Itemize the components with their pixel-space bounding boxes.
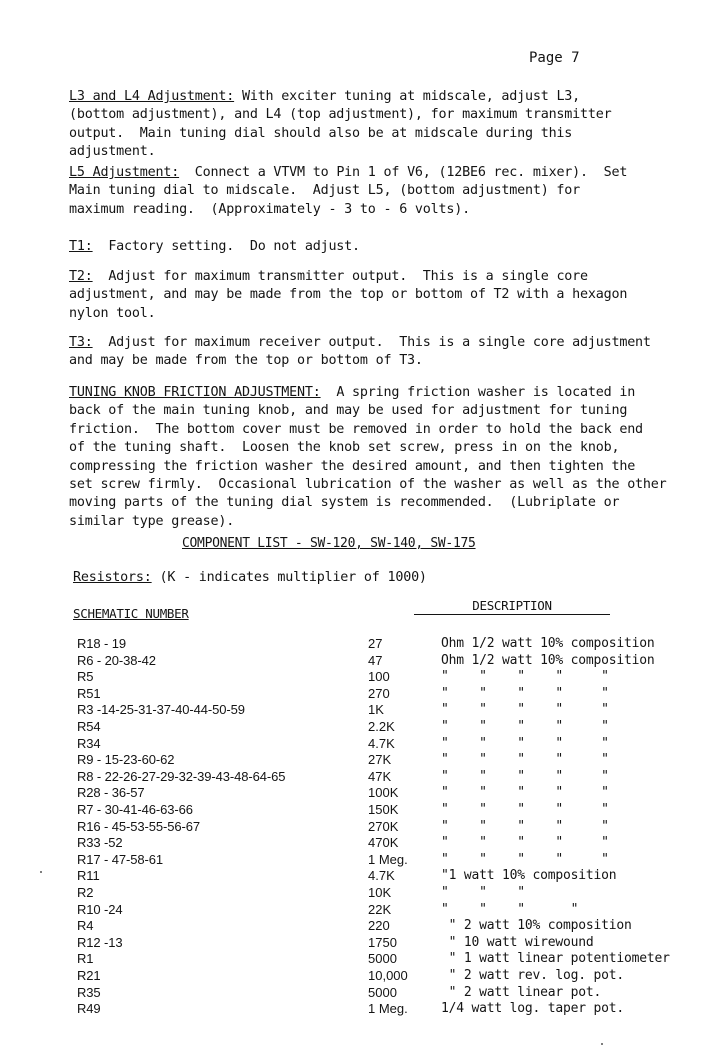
resistor-description: "1 watt 10% composition	[441, 868, 617, 884]
resistance-value: 100K	[368, 785, 399, 801]
resistor-description: " " " " "	[441, 669, 609, 685]
paragraph-line	[69, 402, 669, 420]
resistance-value: 47	[368, 652, 383, 668]
paragraph	[69, 88, 669, 162]
resistance-value: 100	[368, 669, 390, 685]
resistor-description: " " " " "	[441, 768, 609, 784]
schematic-number: R6 - 20-38-42	[77, 652, 156, 668]
table-row	[0, 636, 723, 653]
resistance-value: 470K	[368, 835, 399, 851]
table-row	[0, 769, 723, 786]
resistor-description: " " " " "	[441, 835, 609, 851]
paragraph-text: and may be made from the top or bottom of T3.	[69, 353, 423, 369]
paragraph	[69, 268, 669, 323]
description-header-rule	[414, 614, 610, 615]
paragraph-line	[69, 476, 669, 494]
paragraph-heading: T2:	[69, 269, 93, 284]
paragraph-text: back of the main tuning knob, and may be used for adjustment for tuning	[69, 403, 628, 419]
paragraph-line	[69, 513, 669, 531]
paragraph-text: similar type grease).	[69, 513, 235, 529]
resistors-heading	[73, 570, 427, 585]
description-header: DESCRIPTION	[472, 598, 552, 613]
resistor-description: " " " "	[441, 901, 579, 917]
schematic-number: R5	[77, 669, 94, 685]
paragraph-heading: L5 Adjustment:	[69, 165, 180, 180]
table-row	[0, 902, 723, 919]
table-row	[0, 951, 723, 968]
table-row	[0, 835, 723, 852]
table-row	[0, 702, 723, 719]
paragraph-line	[69, 458, 669, 476]
paragraph-text: With exciter tuning at midscale, adjust L3,	[234, 89, 581, 104]
schematic-number: R28 - 36-57	[77, 785, 145, 801]
schematic-number: R51	[77, 685, 101, 701]
resistance-value: 1K	[368, 702, 384, 718]
table-row	[0, 719, 723, 736]
schematic-number: R49	[77, 1001, 101, 1017]
table-row	[0, 686, 723, 703]
table-row	[0, 1001, 723, 1018]
paragraph-text: moving parts of the tuning dial system is recommended. (Lubriplate or	[69, 495, 620, 511]
paragraph-line	[69, 352, 669, 370]
table-row	[0, 935, 723, 952]
paragraph	[69, 384, 669, 531]
component-list-title: COMPONENT LIST - SW-120, SW-140, SW-175	[182, 536, 476, 551]
schematic-number: R9 - 15-23-60-62	[77, 752, 175, 768]
table-row	[0, 669, 723, 686]
schematic-number: R12 -13	[77, 934, 123, 950]
resistor-description: " " " " "	[441, 719, 609, 734]
resistor-description: " " " " "	[441, 785, 609, 801]
resistor-description: " " " " "	[441, 735, 609, 751]
paragraph-line	[69, 421, 669, 439]
table-row	[0, 918, 723, 935]
paragraph-line	[69, 88, 669, 106]
resistance-value: 1750	[368, 934, 397, 950]
table-row	[0, 802, 723, 819]
schematic-number: R34	[77, 735, 101, 751]
schematic-number: R18 - 19	[77, 636, 127, 651]
page-number: Page 7	[529, 50, 580, 66]
schematic-number: R17 - 47-58-61	[77, 851, 164, 867]
resistor-description: " 2 watt linear pot.	[441, 984, 602, 1000]
schematic-number: R33 -52	[77, 835, 123, 851]
paragraph-text: of the tuning shaft. Loosen the knob set screw, press in on the knob,	[69, 440, 620, 456]
paragraph-line	[69, 125, 669, 143]
resistance-value: 1 Meg.	[368, 851, 408, 867]
resistor-description: " 2 watt rev. log. pot.	[441, 968, 625, 983]
schematic-number: R21	[77, 968, 101, 983]
schematic-number: R1	[77, 951, 94, 967]
resistance-value: 5000	[368, 984, 397, 1000]
paragraph-text: Main tuning dial to midscale. Adjust L5, (bottom adjustment) for	[69, 183, 581, 199]
resistor-description: Ohm 1/2 watt 10% composition	[441, 652, 655, 668]
paragraph-text: friction. The bottom cover must be removed in order to hold the back end	[69, 421, 643, 437]
resistor-description: " 2 watt 10% composition	[441, 918, 632, 934]
table-row	[0, 885, 723, 902]
schematic-number: R8 - 22-26-27-29-32-39-43-48-64-65	[77, 768, 286, 784]
paragraph-text: maximum reading. (Approximately - 3 to - 6 volts).	[69, 201, 470, 217]
resistance-value: 220	[368, 918, 390, 934]
resistors-label: Resistors:	[73, 570, 152, 585]
paragraph-line	[69, 106, 669, 124]
paragraph-text: compressing the friction washer the desired amount, and then tighten the	[69, 458, 636, 474]
resistance-value: 27K	[368, 752, 392, 768]
paragraph-text: set screw firmly. Occasional lubrication of the washer as well as the other	[69, 477, 667, 493]
paragraph-line	[69, 182, 669, 200]
paragraph-line	[69, 305, 669, 323]
paragraph	[69, 334, 669, 371]
resistor-description: " 1 watt linear potentiometer	[441, 951, 670, 967]
paragraph-text: Factory setting. Do not adjust.	[92, 239, 360, 254]
resistor-description: " " " " "	[441, 685, 609, 701]
paragraph-line	[69, 268, 669, 286]
resistor-description: " " " " "	[441, 752, 609, 768]
resistors-note: (K - indicates multiplier of 1000)	[151, 570, 427, 585]
paragraph-heading: T1:	[69, 239, 93, 254]
paragraph-text: adjustment, and may be made from the top or bottom of T2 with a hexagon	[69, 287, 628, 303]
paragraph	[69, 164, 669, 219]
resistance-value: 270K	[368, 818, 399, 834]
resistor-description: " " " " "	[441, 802, 609, 817]
resistance-value: 10,000	[368, 968, 408, 983]
paragraph-text: A spring friction washer is located in	[320, 385, 636, 400]
resistance-value: 270	[368, 685, 390, 701]
paragraph-text: Adjust for maximum transmitter output. This is a single core	[92, 269, 588, 284]
resistance-value: 4.7K	[368, 868, 395, 884]
schematic-number: R35	[77, 984, 101, 1000]
paragraph-line	[69, 201, 669, 219]
paragraph-line	[69, 334, 669, 352]
resistance-value: 10K	[368, 885, 392, 900]
schematic-number: R54	[77, 719, 101, 734]
table-row	[0, 752, 723, 769]
paragraph-text: nylon tool.	[69, 305, 156, 321]
resistance-value: 5000	[368, 951, 397, 967]
table-row	[0, 868, 723, 885]
paragraph-text: (bottom adjustment), and L4 (top adjustment), for maximum transmitter	[69, 107, 612, 123]
schematic-number: R11	[77, 868, 100, 884]
schematic-number: R4	[77, 918, 94, 934]
paragraph-text: Connect a VTVM to Pin 1 of V6, (12BE6 rec. mixer). Set	[179, 165, 628, 180]
schematic-number: R16 - 45-53-55-56-67	[77, 818, 201, 834]
paragraph-line	[69, 143, 669, 161]
paragraph-line	[69, 286, 669, 304]
resistor-description: " " " " "	[441, 702, 609, 718]
table-row	[0, 736, 723, 753]
schematic-number: R2	[77, 885, 94, 900]
table-row	[0, 785, 723, 802]
resistance-value: 47K	[368, 768, 392, 784]
table-row	[0, 819, 723, 836]
paragraph-text: output. Main tuning dial should also be at midscale during this	[69, 125, 573, 141]
schematic-number: R7 - 30-41-46-63-66	[77, 802, 193, 817]
paragraph-heading: TUNING KNOB FRICTION ADJUSTMENT:	[69, 385, 321, 400]
schematic-number-header: SCHEMATIC NUMBER	[73, 606, 189, 621]
paragraph-text: Adjust for maximum receiver output. This is a single core adjustment	[92, 335, 651, 350]
resistor-description: 1/4 watt log. taper pot.	[441, 1001, 625, 1017]
resistance-value: 22K	[368, 901, 392, 917]
resistance-value: 4.7K	[368, 735, 395, 751]
resistor-description: " " " " "	[441, 818, 609, 834]
paragraph-heading: L3 and L4 Adjustment:	[69, 89, 235, 104]
table-row	[0, 985, 723, 1002]
paragraph-line	[69, 384, 669, 402]
table-row	[0, 653, 723, 670]
resistor-description: " " " " "	[441, 851, 609, 867]
resistance-value: 27	[368, 636, 383, 651]
scan-speck	[40, 871, 42, 873]
resistor-description: Ohm 1/2 watt 10% composition	[441, 636, 655, 651]
scan-speck	[601, 1043, 603, 1045]
resistance-value: 150K	[368, 802, 399, 817]
paragraph-text: adjustment.	[69, 144, 156, 160]
schematic-number: R3 -14-25-31-37-40-44-50-59	[77, 702, 245, 718]
table-row	[0, 852, 723, 869]
paragraph-line	[69, 494, 669, 512]
resistor-description: " 10 watt wirewound	[441, 934, 594, 950]
resistance-value: 2.2K	[368, 719, 395, 734]
paragraph-line	[69, 439, 669, 457]
table-row	[0, 968, 723, 985]
resistor-description: " " "	[441, 885, 525, 900]
paragraph-line	[69, 164, 669, 182]
paragraph-heading: T3:	[69, 335, 93, 350]
resistance-value: 1 Meg.	[368, 1001, 408, 1017]
schematic-number: R10 -24	[77, 901, 123, 917]
paragraph-line	[69, 238, 669, 256]
paragraph	[69, 238, 669, 256]
